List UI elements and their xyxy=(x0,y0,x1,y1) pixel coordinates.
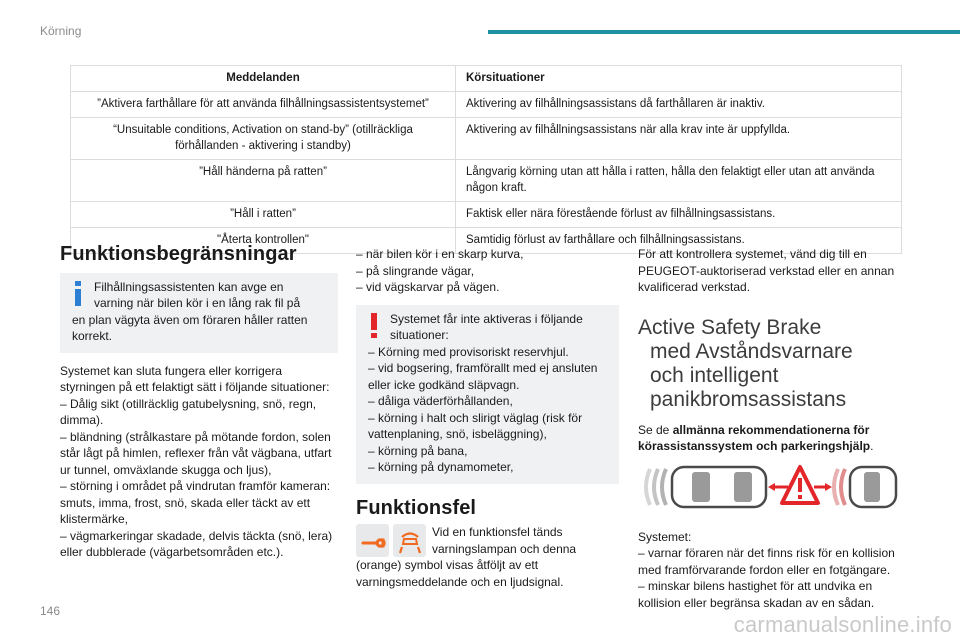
list-item: – vid bogsering, framförallt med ej ansluten eller icke godkänd släpvagn. xyxy=(368,361,598,392)
list-item: – körning på bana, xyxy=(368,443,468,458)
info-text-rest: en plan vägyta även om föraren håller ratten korrekt. xyxy=(72,312,308,343)
list-item: – varnar föraren när det finns risk för en kollision med framförvarande fordon eller en fotgängare. xyxy=(638,546,895,577)
info-box xyxy=(60,273,338,353)
lane-assist-icon xyxy=(393,524,426,557)
fault-text-line1: Vid en funktionsfel tänds xyxy=(432,525,563,539)
heading-active-safety-brake xyxy=(638,316,908,412)
list-item: – vid vägskarvar på vägen. xyxy=(356,280,500,294)
heading-line: med Avståndsvarnare xyxy=(650,339,853,363)
fault-block xyxy=(356,524,619,590)
warning-text-line2: situationer: xyxy=(390,328,449,342)
see-recommendations xyxy=(638,422,908,455)
fault-text-line2: varningslampan och denna xyxy=(432,541,577,556)
table-cell-message: ”Aktivera farthållare för att använda filhållningsassistentsystemet” xyxy=(71,92,456,118)
table-row xyxy=(71,160,902,202)
section-label: Körning xyxy=(40,24,82,38)
heading-line: Active Safety Brake xyxy=(638,315,822,339)
list-item: – när bilen kör i en skarp kurva, xyxy=(356,247,524,261)
fault-text-rest: (orange) symbol visas åtföljt av ett varningsmeddelande och en ljudsignal. xyxy=(356,558,564,589)
list-item: – körning på dynamometer, xyxy=(368,460,514,474)
list-item: – Körning med provisoriskt reservhjul. xyxy=(368,344,569,359)
wrench-icon xyxy=(356,524,389,557)
warning-text-line1: Systemet får inte aktiveras i följande xyxy=(390,311,583,326)
middle-column xyxy=(356,246,619,590)
collision-warning-illustration xyxy=(638,459,898,517)
info-text-line2: varning när bilen kör i en lång rak fil på xyxy=(94,296,301,310)
left-column xyxy=(60,243,338,561)
list-item: – körning i halt och slirigt väglag (risk för vattenplaning, snö, isbeläggning), xyxy=(368,410,583,441)
table-cell-situation: Samtidig förlust av farthållare och filhållningsassistans. xyxy=(456,228,902,254)
table-row xyxy=(71,202,902,228)
system-label: Systemet: xyxy=(638,529,692,544)
heading-limitations: Funktionsbegränsningar xyxy=(60,243,297,265)
table-cell-situation: Faktisk eller nära förestående förlust av filhållningsassistans. xyxy=(456,202,902,228)
column-header-situations: Körsituationer xyxy=(456,66,902,92)
heading-line: panikbromsassistans xyxy=(650,387,847,411)
table-cell-message: “Unsuitable conditions, Activation on stand-by” (otillräckliga förhållanden - aktivering i standby) xyxy=(71,118,456,160)
heading-line: och intelligent xyxy=(650,363,779,387)
table-cell-message: "Återta kontrollen" xyxy=(71,228,456,254)
table-cell-situation: Aktivering av filhållningsassistans när alla krav inte är uppfyllda. xyxy=(456,118,902,160)
list-item: – dåliga väderförhållanden, xyxy=(368,394,513,408)
messages-table xyxy=(70,65,902,254)
list-item: – störning i området på vindrutan framför kameran: smuts, imma, frost, snö, skada eller täckt av ett klistermärke, xyxy=(60,479,331,526)
list-item: – på slingrande vägar, xyxy=(356,263,475,278)
list-item: – vägmarkeringar skadade, delvis täckta (snö, lera) eller dubblerade (vägarbetsområden etc.). xyxy=(60,528,333,559)
watermark: carmanualsonline.info xyxy=(733,612,952,637)
table-row xyxy=(71,118,902,160)
see-suffix: . xyxy=(870,439,874,453)
column-header-messages: Meddelanden xyxy=(71,66,456,92)
fault-icons xyxy=(356,524,426,557)
table-cell-situation: Aktivering av filhållningsassistans då farthållaren är inaktiv. xyxy=(456,92,902,118)
warning-box xyxy=(356,305,619,484)
table-cell-situation: Långvarig körning utan att hålla i ratten, hålla den felaktigt eller utan att använda någon kraft. xyxy=(456,160,902,202)
list-item: – Dålig sikt (otillräcklig gatubelysning, snö, regn, dimma). xyxy=(60,396,317,427)
table-cell-message: ”Håll händerna på ratten” xyxy=(71,160,456,202)
right-column xyxy=(638,246,908,611)
page-number: 146 xyxy=(40,604,61,618)
service-check-text: För att kontrollera systemet, vänd dig till en PEUGEOT-auktoriserad verkstad eller en annan kvalificerad verkstad. xyxy=(638,247,895,294)
heading-fault: Funktionsfel xyxy=(356,496,477,519)
warning-icon xyxy=(368,313,382,339)
list-item: – bländning (strålkastare på mötande fordon, solen står lågt på himlen, reflexer från våt vägbana, utfart ur tunnel, omväxlande skugga och ljus), xyxy=(60,429,332,477)
table-cell-message: ”Håll i ratten” xyxy=(71,202,456,228)
section-accent-bar xyxy=(488,30,960,34)
table-header-row xyxy=(71,66,902,92)
info-icon xyxy=(72,281,86,307)
see-bold-link: allmänna rekommendationerna för körassistanssystem och parkeringshjälp xyxy=(638,422,871,453)
info-text-line1: Filhållningsassistenten kan avge en xyxy=(94,279,284,294)
see-prefix: Se de xyxy=(638,422,673,437)
list-item: – minskar bilens hastighet för att undvika en kollision eller begränsa skadan av en sådan. xyxy=(638,579,875,610)
limitations-intro: Systemet kan sluta fungera eller korrigera styrningen på ett felaktigt sätt i följande situationer: xyxy=(60,363,330,394)
table-row xyxy=(71,92,902,118)
